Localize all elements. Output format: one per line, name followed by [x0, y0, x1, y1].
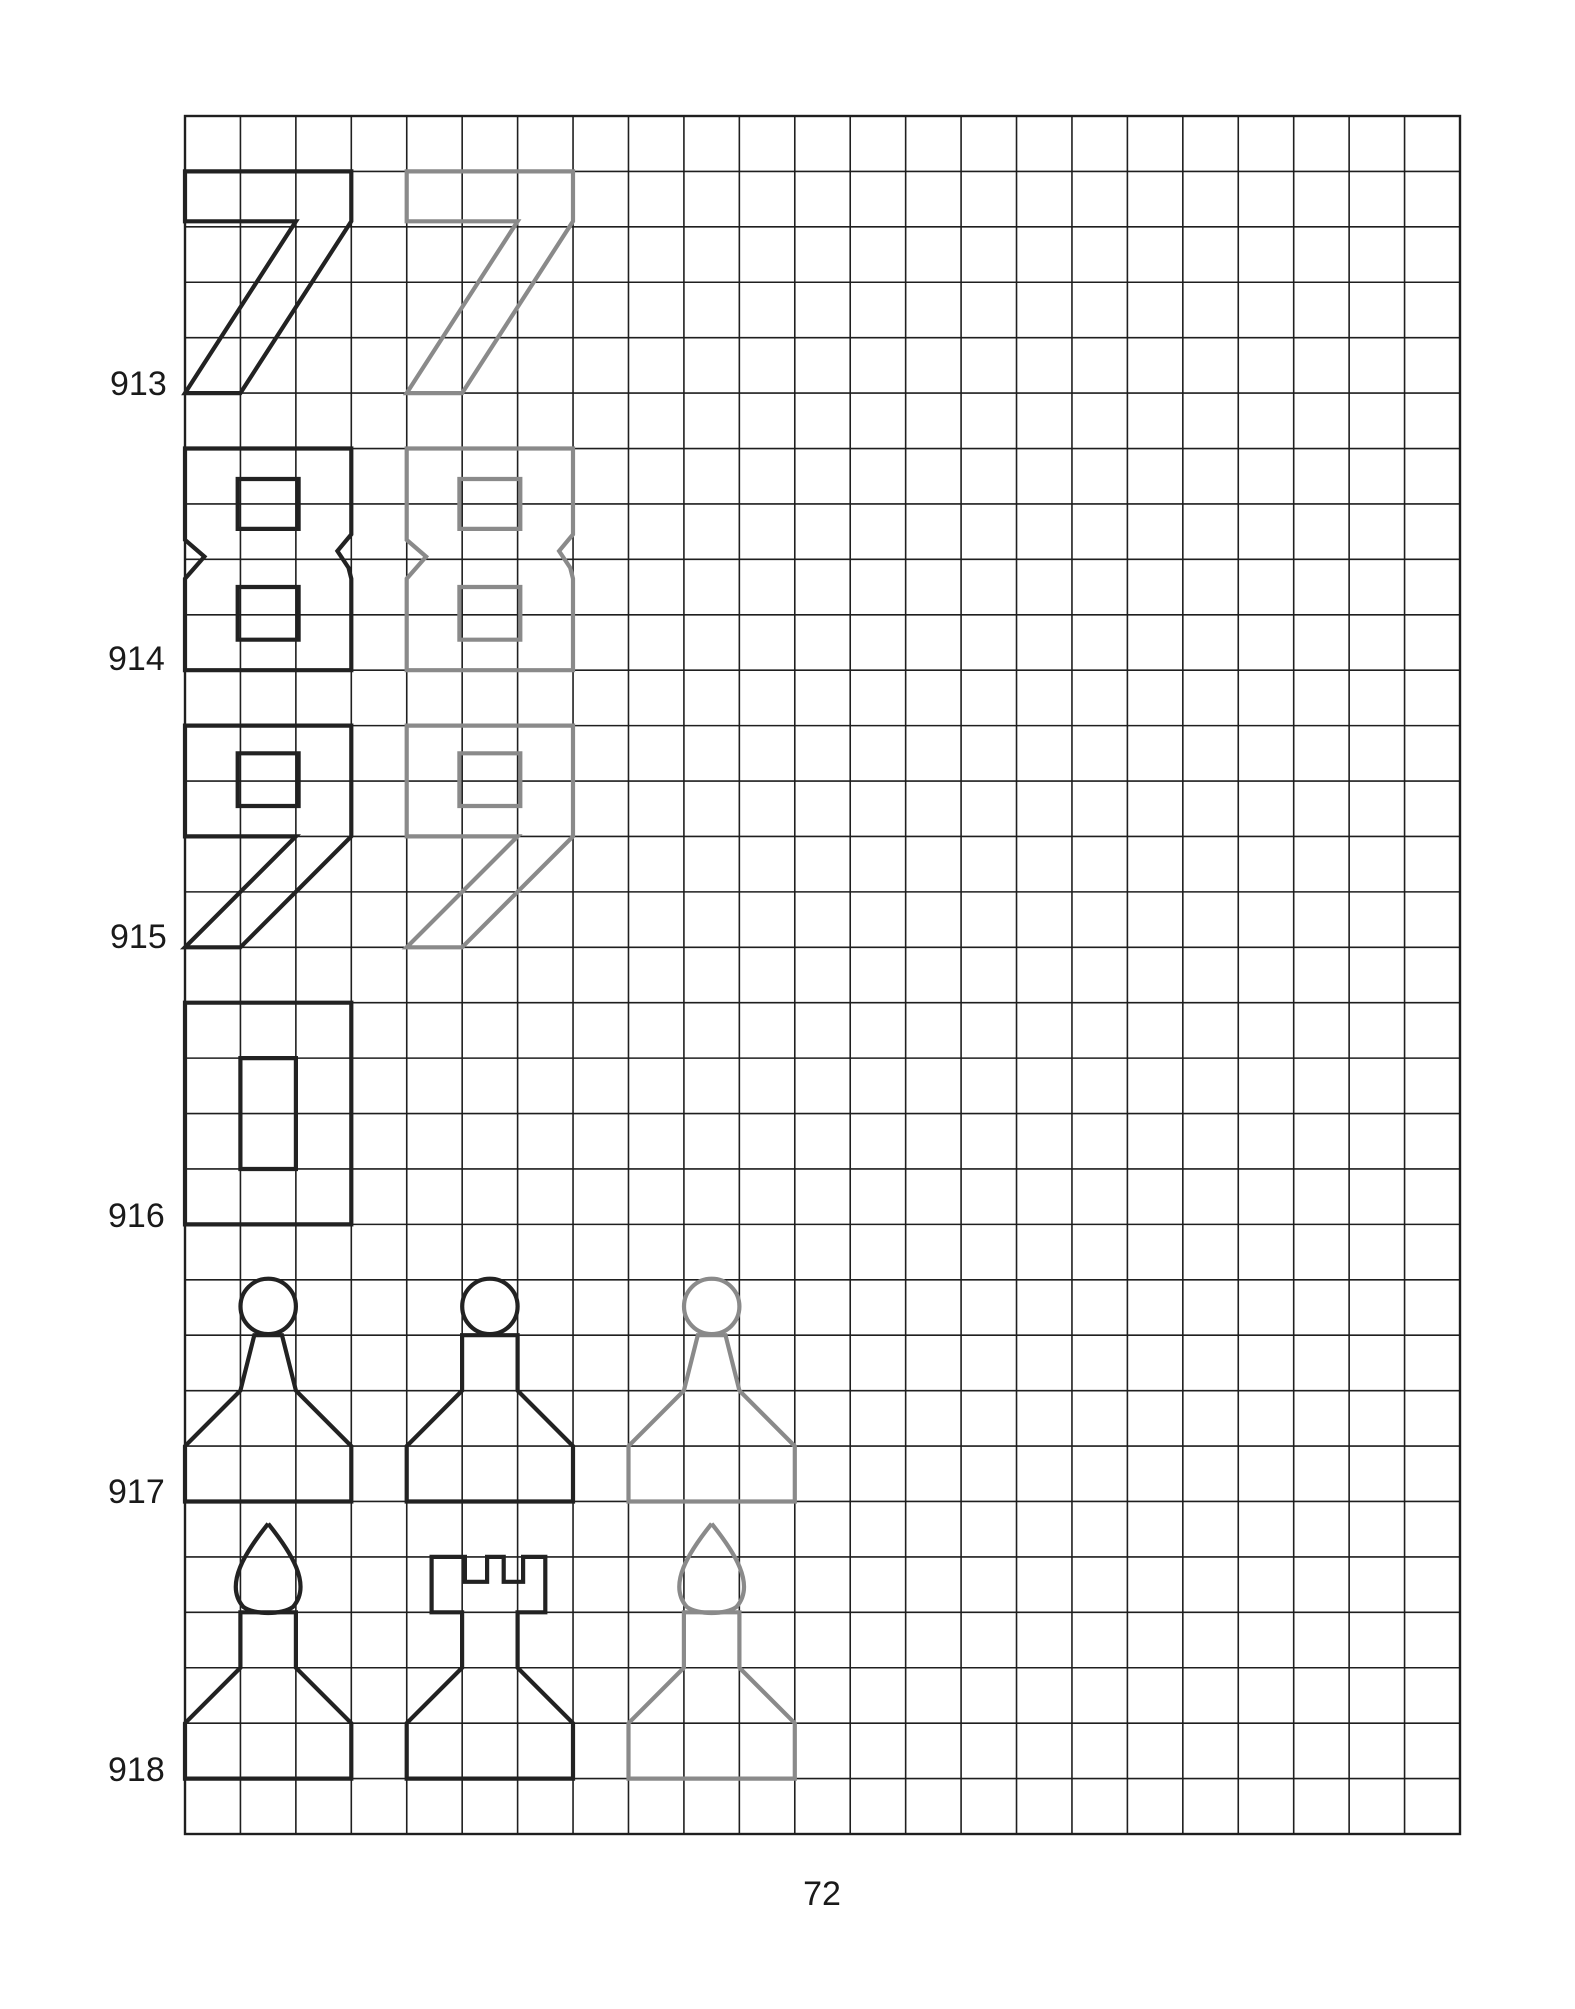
figure-outline: [629, 1612, 795, 1778]
exercise-number-914: 914: [108, 640, 165, 678]
figure-918-bishop-light: [629, 1524, 795, 1779]
figure-outline: [236, 1524, 301, 1613]
figure-outline: [407, 1335, 573, 1501]
figure-outline: [629, 1335, 795, 1501]
figure-outline: [238, 753, 299, 806]
figure-outline: [238, 587, 299, 640]
figure-outline: [185, 1335, 351, 1501]
figure-outline: [679, 1524, 744, 1613]
figure-head-circle: [241, 1279, 296, 1334]
exercise-number-916: 916: [108, 1197, 165, 1235]
figure-outline: [185, 1612, 351, 1778]
exercise-number-915: 915: [110, 918, 167, 956]
grid-paper: [185, 116, 1460, 1834]
figure-head-circle: [684, 1279, 739, 1334]
page-number: 72: [803, 1875, 841, 1913]
grid-border: [185, 116, 1460, 1834]
figure-outline: [459, 753, 520, 806]
figure-918-bishop-dark: [185, 1524, 351, 1779]
figures-layer: [185, 171, 795, 1778]
figure-head-circle: [462, 1279, 517, 1334]
exercise-number-917: 917: [108, 1473, 165, 1511]
exercise-number-913: 913: [110, 365, 167, 403]
figure-outline: [459, 587, 520, 640]
exercise-number-918: 918: [108, 1751, 165, 1789]
